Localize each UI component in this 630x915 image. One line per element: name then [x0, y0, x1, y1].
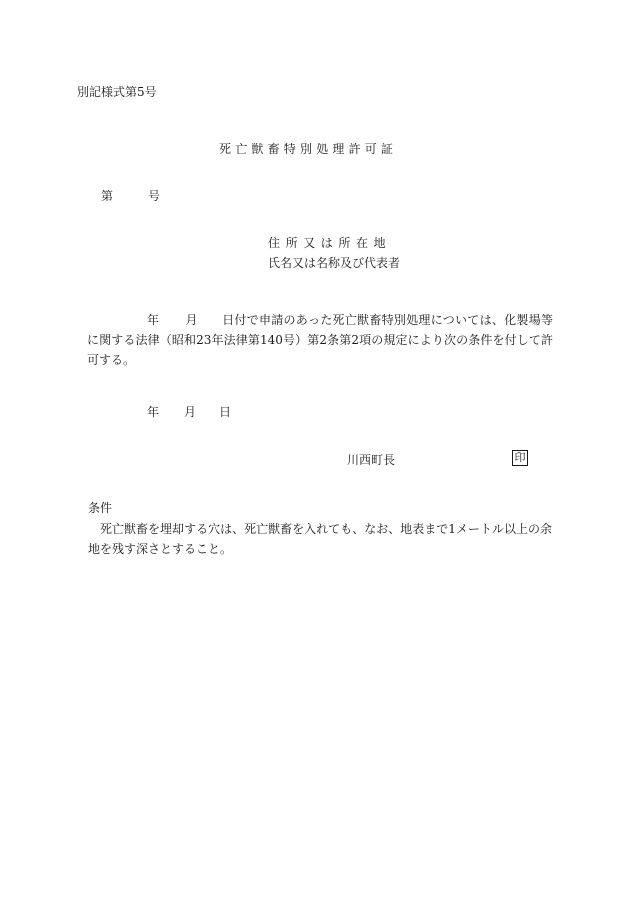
conditions-heading: 条件 [88, 501, 113, 515]
issuer-name: 川西町長 [347, 453, 396, 467]
body-month: 月 [185, 313, 198, 327]
body-year: 年 [147, 313, 160, 327]
issue-date-month: 月 [184, 405, 197, 419]
number-suffix: 号 [148, 189, 161, 203]
address-label: 住所又は所在地 [268, 236, 392, 250]
issue-date-year: 年 [147, 405, 160, 419]
number-prefix: 第 [101, 189, 114, 203]
permit-body-paragraph [87, 310, 553, 370]
seal-stamp-box: 印 [512, 450, 528, 466]
name-label: 氏名又は名称及び代表者 [268, 256, 401, 270]
conditions-text: 死亡獣畜を埋却する穴は、死亡獣畜を入れても、なお、地表まで1メートル以上の余地を残す深さとすること。 [88, 522, 552, 556]
issue-date-day: 日 [219, 405, 232, 419]
document-title: 死亡獣畜特別処理許可証 [219, 142, 398, 156]
body-text: 日付で申請のあった死亡獣畜特別処理については、化製場等に関する法律（昭和23年法律第140号）第2条第2項の規定により次の条件を付して許可する。 [87, 313, 553, 367]
form-number: 別記様式第5号 [77, 85, 157, 99]
